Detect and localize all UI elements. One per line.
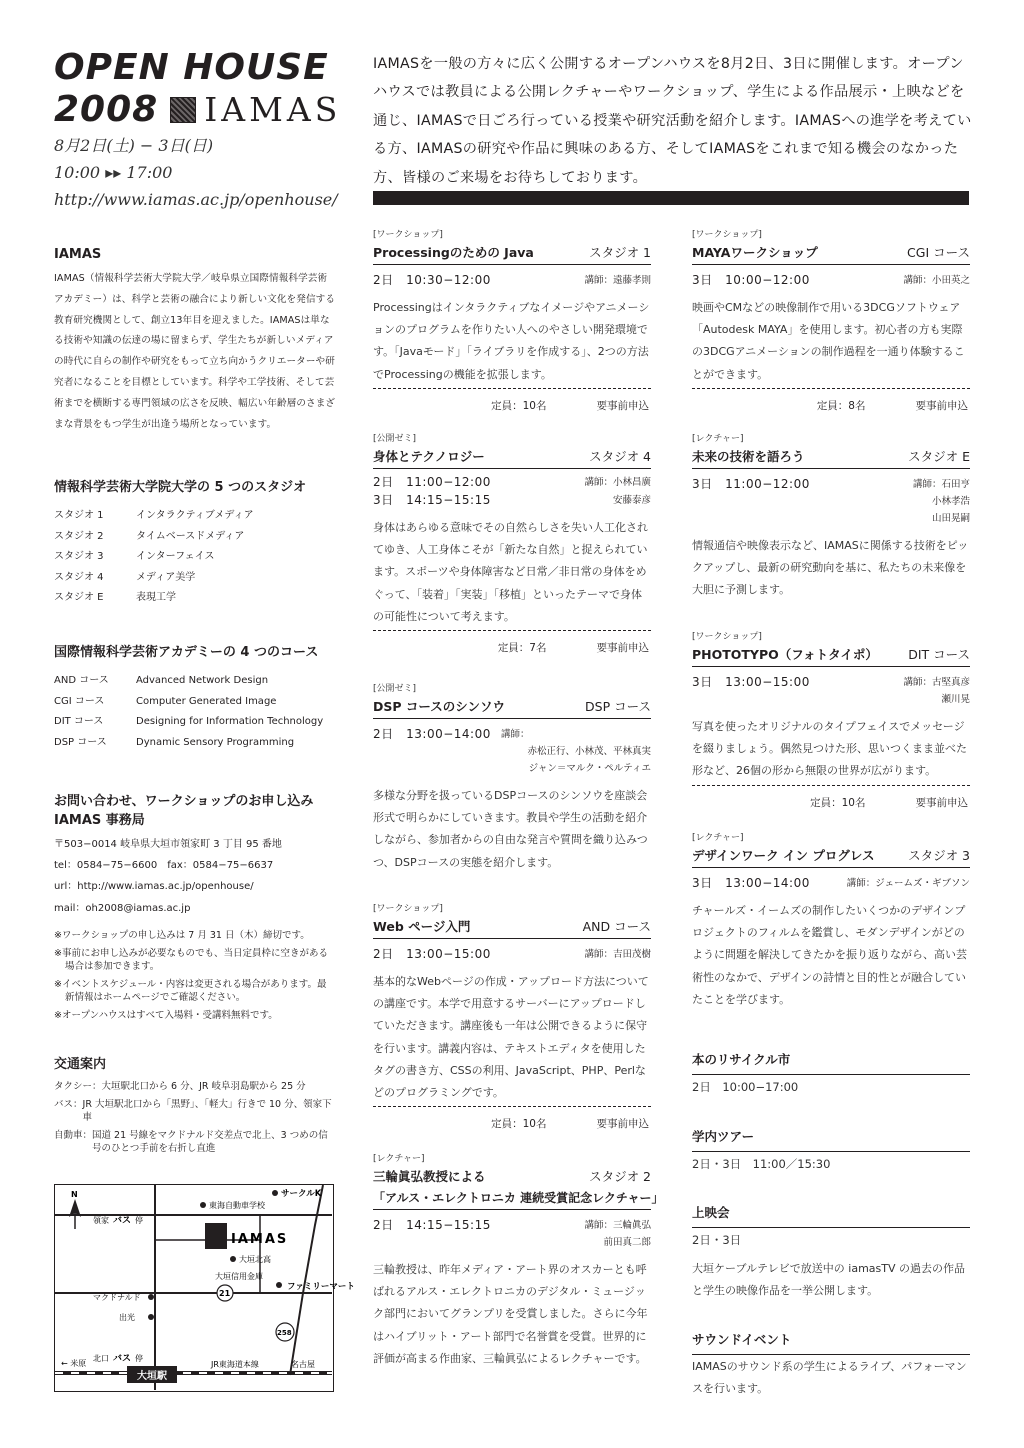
campus-tour-time: 2日・3日 11:00／15:30 — [692, 1157, 831, 1171]
event-time: 2日 13:00−14:00 — [373, 727, 491, 741]
event-time: 10:00 ▸▸ 17:00 — [54, 163, 173, 182]
event-card-maya — [692, 229, 970, 413]
contact-address: 〒503−0014 岐阜県大垣市領家町 3 丁目 95 番地 — [54, 839, 282, 851]
map-marker-icon — [148, 1314, 154, 1320]
event-lecturer: 講師：三輪眞弘 — [584, 1220, 651, 1231]
event-time: 3日 13:00−14:00 — [692, 876, 810, 890]
event-lecturer-3: ジャン＝マルク・ペルティエ — [528, 763, 651, 774]
event-title: DSP コースのシンソウ — [373, 699, 505, 714]
transit-list — [54, 1080, 336, 1155]
event-lecturer-2: 小林孝浩 — [931, 496, 970, 507]
list-item: AND コース Advanced Network Design — [54, 675, 269, 687]
contact-office: IAMAS 事務局 — [54, 813, 145, 829]
event-tag: [ワークショップ] — [373, 230, 443, 240]
list-item: スタジオ 1 インタラクティブメディア — [54, 510, 254, 522]
map-north: N — [71, 1190, 78, 1199]
title-open-house: OPEN HOUSE — [54, 47, 329, 88]
map-route258: 258 — [277, 1329, 292, 1337]
map-ogaki-kita: 大垣北高 — [239, 1255, 271, 1264]
event-tag: [ワークショップ] — [692, 632, 762, 642]
event-card-miwa — [373, 1153, 664, 1370]
event-title: Web ページ入門 — [373, 919, 471, 934]
list-item: スタジオ 3 インターフェイス — [54, 551, 215, 563]
sound-event-description: IAMASのサウンド系の学生によるライブ、パフォーマンスを行います。 — [692, 1360, 967, 1395]
list-item: スタジオ E 表現工学 — [54, 592, 176, 603]
event-place: AND コース — [582, 919, 651, 934]
event-place: CGI コース — [907, 245, 970, 260]
map-bus-label: バス — [113, 1216, 132, 1226]
event-description: 映画やCMなどの映像制作で用いる3DCGソフトウェア「Autodesk MAYA」を使用します。初心者の方も実際の3DCGアニメーションの制作過程を一通り体験することができます。 — [692, 301, 965, 381]
event-place: スタジオ 2 — [589, 1169, 651, 1184]
event-time: 2日 11:00−12:00 — [373, 475, 491, 489]
event-tag: [レクチャー] — [692, 434, 744, 444]
event-time-2: 3日 14:15−15:15 — [373, 493, 491, 507]
access-map — [54, 1184, 355, 1392]
note-item: ※イベントスケジュール・内容は変更される場合があります。最新情報はホームページでご確認ください。 — [54, 978, 327, 1003]
event-description: 三輪教授は、昨年メディア・アート界のオスカーとも呼ばれるアルス・エレクトロニカのデジタル・ミュージック部門においてグランプリを受賞しました。さらに今年はハイブリット・アート部門で名誉賞を受賞。世界的に評価が高まる作曲家、三輪眞弘によるレクチャーです。 — [373, 1263, 648, 1365]
map-circle-k: サークルK — [281, 1189, 322, 1199]
event-lecturer-2: 赤松正行、小林茂、平林真実 — [527, 746, 651, 757]
map-marker-icon — [276, 1282, 282, 1288]
map-maibara: ← 米原 — [61, 1359, 87, 1368]
event-time: 3日 13:00−15:00 — [692, 675, 810, 689]
list-item: CGI コース Computer Generated Image — [54, 695, 277, 707]
event-lecturer-2: 前田真二郎 — [603, 1237, 651, 1248]
event-reserve: 要事前申込 — [915, 399, 968, 412]
event-lecturer-2: 安藤泰彦 — [612, 495, 651, 506]
about-heading: IAMAS — [54, 247, 102, 262]
book-sale-title: 本のリサイクル市 — [692, 1050, 970, 1075]
event-tag: [レクチャー] — [692, 833, 744, 843]
event-card-design — [692, 832, 970, 1011]
event-description: 基本的なWebページの作成・アップロード方法についての講座です。本学で用意するサーバーにアップロードしていただきます。講座後も一年は公開できるように保守を行います。講義内容は、テキストエディタを使用したタグの書き方、CSSの利用、JavaScript、PHP、Perlなどのプログラミングです。 — [373, 975, 649, 1100]
list-item: スタジオ 4 メディア美学 — [54, 571, 196, 583]
map-svg — [55, 1185, 355, 1390]
event-lecturer: 講師：小林昌廣 — [584, 477, 651, 488]
event-card-future — [692, 433, 970, 602]
map-tokai-school: 東海自動車学校 — [209, 1201, 265, 1210]
event-card-processing — [373, 229, 651, 413]
list-item: バス： JR 大垣駅北口から「黒野」、「軽大」行きで 10 分、領家下車 — [54, 1098, 332, 1123]
event-time: 3日 11:00−12:00 — [692, 477, 810, 491]
courses-list — [54, 671, 336, 753]
event-lecturer: 講師： — [501, 729, 530, 740]
event-description: 写真を使ったオリジナルのタイプフェイスでメッセージを綴りましょう。偶然見つけた形、思いつくまま並べた形など、26個の形から無限の世界が広がります。 — [692, 720, 967, 778]
map-mcdonalds: マクドナルド — [93, 1293, 141, 1302]
event-lecturer: 講師：吉田茂樹 — [584, 949, 651, 960]
event-place: スタジオ E — [908, 449, 970, 464]
header-divider-bar — [373, 191, 969, 205]
dashed-divider — [692, 785, 970, 786]
campus-tour-title: 学内ツアー — [692, 1127, 970, 1152]
note-item: ※オープンハウスはすべて入場料・受講料無料です。 — [54, 1009, 278, 1021]
list-item: 自動車： 国道 21 号線をマクドナルド交差点で北上、3 つめの信号のひとつ手前を右折し直進 — [54, 1129, 328, 1154]
map-jr-line: JR東海道本線 — [211, 1360, 259, 1369]
dashed-divider — [373, 630, 651, 631]
event-tag: [レクチャー] — [373, 1154, 425, 1164]
event-place: スタジオ 1 — [589, 245, 651, 260]
iamas-building-icon — [205, 1223, 227, 1249]
transit-heading: 交通案内 — [54, 1056, 107, 1072]
map-marker-icon — [272, 1190, 278, 1196]
event-tag: [ワークショップ] — [373, 904, 443, 914]
screening-description: 大垣ケーブルテレビで放送中の iamasTV の過去の作品と学生の映像作品を一挙公開します。 — [692, 1262, 966, 1297]
event-place: DIT コース — [908, 647, 970, 662]
event-title-2: 「アルス・エレクトロニカ 連続受賞記念レクチャー」 — [373, 1191, 664, 1205]
event-lecturer-2: 瀬川晃 — [941, 694, 970, 705]
map-bus-label-2: バス — [113, 1354, 132, 1364]
event-card-dsp — [373, 683, 651, 874]
map-ogaki-shinkin: 大垣信用金庫 — [215, 1272, 263, 1281]
list-item: タクシー： 大垣駅北口から 6 分、JR 岐阜羽島駅から 25 分 — [54, 1080, 306, 1092]
note-item: ※事前にお申し込みが必要なものでも、当日定員枠に空きがある場合は参加できます。 — [54, 947, 328, 972]
map-family-mart: ファミリーマート — [287, 1282, 355, 1292]
contact-url[interactable]: url：http://www.iamas.ac.jp/openhouse/ — [54, 881, 254, 893]
book-sale-time: 2日 10:00−17:00 — [692, 1080, 799, 1094]
intro-paragraph: IAMASを一般の方々に広く公開するオープンハウスを8月2日、3日に開催します。オープンハウスでは教員による公開レクチャーやワークショップ、学生による作品展示・上映などを通じ、IAMASで日ごろ行っている授業や研究活動を紹介します。IAMASへの進学を考えている方、IAMASの研究や作品に興味のある方、そしてIAMASをこれまで知る機会のなかった方、皆様のご来場をお待ちしております。 — [373, 56, 972, 186]
event-card-phototypo — [692, 631, 970, 810]
screening-time: 2日・3日 — [692, 1233, 742, 1247]
event-title: MAYAワークショップ — [692, 245, 818, 260]
map-bus-stop-2: 停 — [135, 1354, 143, 1363]
map-bus-stop: 停 — [135, 1216, 143, 1225]
map-marker-icon — [148, 1294, 154, 1300]
event-tag: [公開ゼミ] — [373, 434, 417, 444]
event-lecturer-3: 山田晃嗣 — [931, 513, 970, 524]
list-item: DIT コース Designing for Information Technology — [54, 716, 324, 728]
event-reserve: 要事前申込 — [915, 796, 968, 809]
event-title: Processingのための Java — [373, 245, 534, 260]
event-lecturer: 講師：小田英之 — [903, 275, 970, 286]
contact-heading: お問い合わせ、ワークショップのお申し込み — [54, 794, 314, 810]
event-date: 8月2日(土) − 3日(日) — [54, 136, 214, 155]
contact-details — [54, 834, 336, 919]
event-description: Processingはインタラクティブなイメージやアニメーションのプログラムを作りたい人へのやさしい開発環境です。「Javaモード」「ライブラリを作成する」、2つの方法でProcessingの機能を拡張します。 — [373, 301, 650, 381]
note-item: ※ワークショップの申し込みは 7 月 31 日（木）締切です。 — [54, 929, 310, 941]
map-kitaguchi: 北口 — [93, 1354, 109, 1363]
map-ryoke: 領家 — [93, 1216, 109, 1225]
event-tag: [ワークショップ] — [692, 230, 762, 240]
title-year: 2008 — [54, 89, 159, 130]
event-title: 三輪眞弘教授による — [373, 1169, 486, 1184]
contact-mail[interactable]: mail：oh2008@iamas.ac.jp — [54, 902, 191, 914]
iamas-logo-icon — [170, 97, 196, 123]
map-idemitsu: 出光 — [119, 1313, 135, 1322]
event-title: 身体とテクノロジー — [373, 449, 485, 464]
event-lecturer: 講師：古堅真彦 — [903, 677, 970, 688]
event-lecturer: 講師：ジェームズ・ギブソン — [846, 878, 970, 889]
map-ogaki-station: 大垣駅 — [137, 1371, 167, 1382]
event-time: 2日 13:00−15:00 — [373, 947, 491, 961]
event-capacity: 定員：10名 — [491, 399, 547, 412]
event-url[interactable]: http://www.iamas.ac.jp/openhouse/ — [54, 190, 338, 209]
event-card-body-tech — [373, 433, 651, 655]
about-text: IAMAS（情報科学芸術大学院大学／岐阜県立国際情報科学芸術アカデミー）は、科学と芸術の融合により新しい文化を発信する教育研究機関として、創立13年目を迎えました。IAMASは単なる技術や知識の伝達の場に留まらず、学生たちが新しいメディアの時代に自らの制作や研究をもって立ち向かうクリエーターや研究者になることを目標としています。科学や工学技術、そして芸術までを横断する専門領域の広さを反映、幅広い年齢層のさまざまな背景をもつ学生が出逢う場所となっています。 — [54, 273, 336, 430]
event-capacity: 定員：7名 — [497, 642, 547, 655]
courses-heading: 国際情報科学芸術アカデミーの 4 つのコース — [54, 645, 319, 661]
event-time: 3日 10:00−12:00 — [692, 273, 810, 287]
notes-list — [54, 929, 336, 1022]
list-item: スタジオ 2 タイムベースドメディア — [54, 530, 245, 542]
event-reserve: 要事前申込 — [596, 1118, 649, 1131]
title-org: IAMAS — [204, 90, 342, 129]
screening-title: 上映会 — [692, 1203, 970, 1228]
event-card-web — [373, 903, 651, 1131]
event-description: 身体はあらゆる意味でその自然らしさを失い人工化されてゆき、人工身体こそが「新たな自然」と捉えられています。スポーツや身体障害など日常／非日常の身体をめぐって、「装着」「実装」「移植」といったテーマで身体の可能性について考えます。 — [373, 521, 648, 623]
event-description: 多様な分野を扱っているDSPコースのシンソウを座談会形式で明らかにしていきます。教員や学生の活動を紹介しながら、参加者からの自由な発言や質問を織り込みつつ、DSPコースの実態を紹介します。 — [373, 789, 648, 869]
map-route21: 21 — [219, 1289, 231, 1298]
event-place: スタジオ 3 — [908, 848, 970, 863]
event-description: チャールズ・イームズの制作したいくつかのデザインプロジェクトのフィルムを鑑賞し、モダンデザインがどのように問題を解決してきたかを振り返りながら、高い芸術性のなかで、デザインの詩情と目的性とが融合していたことを学びます。 — [692, 904, 967, 1006]
map-nagoya: 名古屋 — [291, 1360, 315, 1369]
event-place: スタジオ 4 — [589, 449, 651, 464]
map-marker-icon — [200, 1202, 206, 1208]
event-time: 2日 14:15−15:15 — [373, 1218, 491, 1232]
dashed-divider — [373, 1106, 651, 1107]
map-road — [290, 1185, 323, 1375]
event-capacity: 定員：10名 — [491, 1118, 547, 1131]
map-iamas: IAMAS — [231, 1232, 289, 1247]
studios-list — [54, 506, 336, 608]
event-description: 情報通信や映像表示など、IAMASに関係する技術をピックアップし、最新の研究動向を基に、私たちの未来像を大胆に予測します。 — [692, 539, 969, 597]
event-capacity: 定員：8名 — [816, 399, 866, 412]
studios-heading: 情報科学芸術大学院大学の 5 つのスタジオ — [54, 480, 307, 496]
event-lecturer: 講師：遠藤孝則 — [584, 275, 651, 286]
event-title: 未来の技術を語ろう — [692, 449, 805, 464]
header-block — [54, 48, 344, 213]
event-place: DSP コース — [585, 699, 651, 714]
event-capacity: 定員：10名 — [810, 796, 866, 809]
map-marker-icon — [230, 1256, 236, 1262]
event-reserve: 要事前申込 — [596, 399, 649, 412]
title-year-row — [54, 88, 344, 132]
event-title: PHOTOTYPO（フォトタイポ） — [692, 647, 878, 662]
event-tag: [公開ゼミ] — [373, 684, 417, 694]
event-title: デザインワーク イン プログレス — [692, 848, 875, 863]
event-reserve: 要事前申込 — [596, 642, 649, 655]
info-column — [54, 246, 336, 1160]
event-time: 2日 10:30−12:00 — [373, 273, 491, 287]
sound-event-title: サウンドイベント — [692, 1330, 970, 1355]
dashed-divider — [692, 388, 970, 389]
list-item: DSP コース Dynamic Sensory Programming — [54, 736, 295, 748]
dashed-divider — [373, 388, 651, 389]
contact-tel-fax: tel：0584−75−6600 fax：0584−75−6637 — [54, 860, 274, 872]
event-lecturer: 講師：石田亨 — [912, 479, 970, 490]
